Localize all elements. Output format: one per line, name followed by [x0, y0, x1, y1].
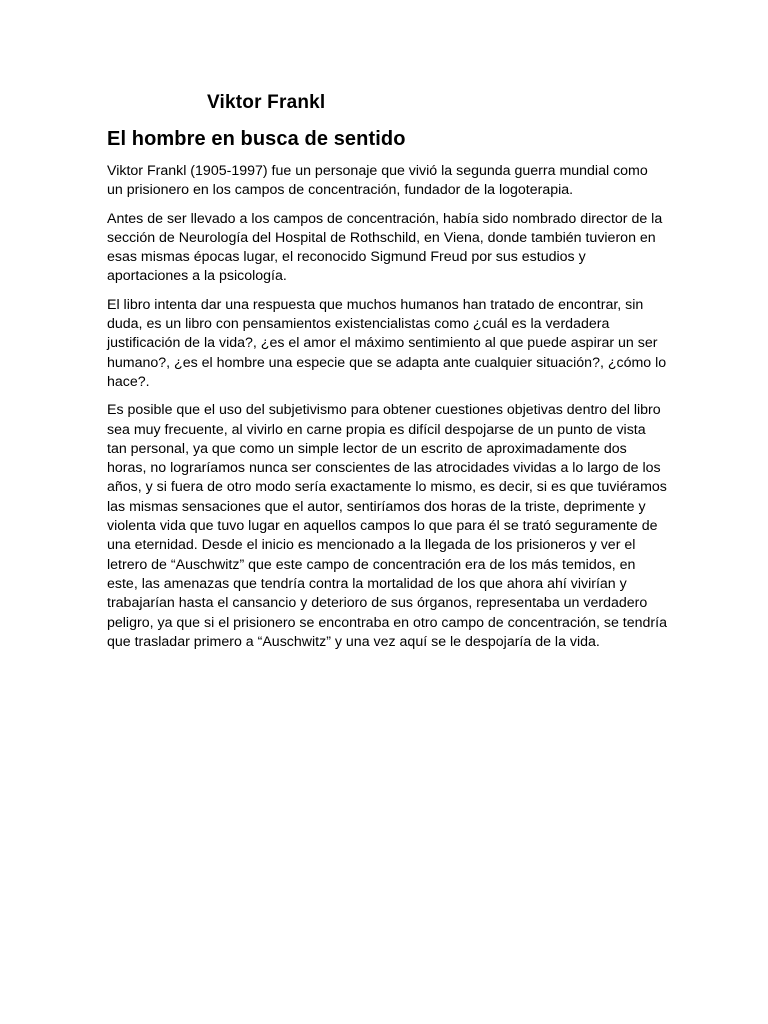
paragraph-book-purpose: El libro intenta dar una respuesta que muchos humanos han tratado de encontrar, sin duda, es un libro con pensamientos existencialistas como ¿cuál es la verdadera justificación de la vida?, ¿es el amor el máximo sentimiento al que puede aspirar un ser humano?, ¿es el hombre una especie que se adapta ante cualquier situación?, ¿cómo lo hace?. — [107, 296, 667, 390]
document-page — [107, 90, 667, 661]
paragraph-background: Antes de ser llevado a los campos de concentración, había sido nombrado director de la sección de Neurología del Hospital de Rothschild, en Viena, donde también tuvieron en esas mismas épocas lugar, el reconocido Sigmund Freud por sus estudios y aportaciones a la psicología. — [107, 210, 663, 285]
document-title: El hombre en busca de sentido — [107, 128, 406, 150]
document-body — [107, 162, 667, 652]
paragraph-analysis: Es posible que el uso del subjetivismo para obtener cuestiones objetivas dentro del libro sea muy frecuente, al vivirlo en carne propia es difícil despojarse de un punto de vista tan personal, ya que como un simple lector de un escrito de aproximadamente dos horas, no lograríamos nunca ser conscientes de las atrocidades vividas a lo largo de los años, y si fuera de otro modo sería exactamente lo mismo, es decir, si es que tuviéramos las mismas sensaciones que el autor, sentiríamos dos horas de la triste, deprimente y violenta vida que tuvo lugar en aquellos campos lo que para él se trató seguramente de una eternidad. Desde el inicio es mencionado a la llegada de los prisioneros y ver el letrero de “Auschwitz” que este campo de concentración era de los más temidos, en este, las amenazas que tendría contra la mortalidad de los que ahora ahí vivirían y trabajarían hasta el cansancio y deterioro de sus órganos, representaba un verdadero peligro, ya que si el prisionero se encontraba en otro campo de concentración, se tendría que trasladar primero a “Auschwitz” y una vez aquí se le despojaría de la vida. — [107, 402, 667, 650]
author-heading: Viktor Frankl — [207, 92, 326, 113]
paragraph-intro: Viktor Frankl (1905-1997) fue un personaje que vivió la segunda guerra mundial como un prisionero en los campos de concentración, fundador de la logoterapia. — [107, 163, 648, 199]
